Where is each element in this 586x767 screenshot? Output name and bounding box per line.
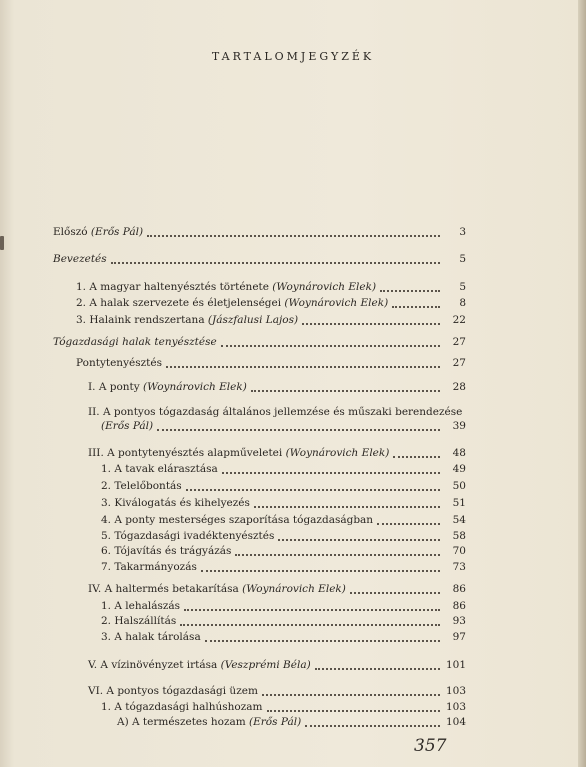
dot-leader xyxy=(111,262,440,264)
toc-entry-page: 51 xyxy=(452,497,466,509)
toc-entry-page: 50 xyxy=(452,480,466,492)
toc-entry xyxy=(53,223,466,239)
dot-leader xyxy=(262,694,440,696)
toc-entry-title: 3. A halak tárolása xyxy=(101,631,201,643)
toc-entry xyxy=(88,444,466,460)
toc-entry xyxy=(76,278,466,294)
toc-entry-title: 2. Telelőbontás xyxy=(101,480,182,492)
dot-leader xyxy=(350,592,440,594)
toc-entry xyxy=(53,250,466,266)
toc-entry-page: 73 xyxy=(452,561,466,573)
toc-entry xyxy=(101,698,466,714)
toc-entry-page: 103 xyxy=(445,701,466,713)
toc-entry-title: 1. A magyar haltenyésztés története xyxy=(76,281,269,293)
toc-entry-page: 86 xyxy=(452,600,466,612)
toc-entry-author: (Veszprémi Béla) xyxy=(217,659,311,671)
page-title: TARTALOMJEGYZÉK xyxy=(211,50,375,63)
toc-entry xyxy=(101,542,466,558)
dot-leader xyxy=(305,725,440,727)
toc-entry-title: 5. Tógazdasági ivadéktenyésztés xyxy=(101,530,275,542)
toc-entry-page: 86 xyxy=(452,583,466,595)
toc-entry-title: VI. A pontyos tógazdasági üzem xyxy=(88,685,258,697)
toc-entry-page: 8 xyxy=(459,297,466,309)
dot-leader xyxy=(180,624,440,626)
dot-leader xyxy=(278,539,440,541)
toc-entry-title: A) A természetes hozam xyxy=(117,716,246,728)
toc-entry xyxy=(101,597,466,613)
toc-entry-page: 28 xyxy=(452,381,466,393)
toc-entry-title: 2. A halak szervezete és életjelenségei xyxy=(76,297,282,309)
toc-entry-author: (Jászfalusi Lajos) xyxy=(204,314,299,326)
toc-entry xyxy=(53,333,466,349)
toc-entry xyxy=(101,527,466,543)
dot-leader xyxy=(166,366,440,368)
toc-entry-title: 3. Kiválogatás és kihelyezés xyxy=(101,497,250,509)
toc-entry xyxy=(88,378,466,394)
toc-entry xyxy=(101,558,466,574)
toc-entry xyxy=(88,580,466,596)
dot-leader xyxy=(221,345,440,347)
dot-leader xyxy=(267,710,440,712)
toc-entry-title: 7. Takarmányozás xyxy=(101,561,197,573)
dot-leader xyxy=(201,570,440,572)
toc-entry-page: 49 xyxy=(452,463,466,475)
toc-entry xyxy=(76,311,466,327)
toc-entry-title: Előszó xyxy=(53,226,88,238)
toc-entry-title: 3. Halaink rendszertana xyxy=(76,314,205,326)
toc-entry xyxy=(101,460,466,476)
toc-entry-page: 39 xyxy=(452,420,466,432)
dot-leader xyxy=(222,472,440,474)
toc-entry xyxy=(76,294,466,310)
toc-entry-title: IV. A haltermés betakarítása xyxy=(88,583,239,595)
toc-entry-page: 101 xyxy=(445,659,466,671)
dot-leader xyxy=(377,523,440,525)
toc-entry-page: 22 xyxy=(452,314,466,326)
toc-entry xyxy=(101,494,466,510)
dot-leader xyxy=(147,235,440,237)
toc-entry-page: 48 xyxy=(452,447,466,459)
dot-leader xyxy=(186,489,440,491)
toc-entry-title: I. A ponty xyxy=(88,381,140,393)
toc-entry-title: II. A pontyos tógazdaság általános jellemzése és műszaki berendezése xyxy=(88,406,463,418)
toc-entry-page: 70 xyxy=(452,545,466,557)
toc-entry xyxy=(101,511,466,527)
toc-entry-author: (Erős Pál) xyxy=(101,420,154,432)
toc-entry-title: Tógazdasági halak tenyésztése xyxy=(53,336,217,348)
toc-entry-title: 1. A tógazdasági halhúshozam xyxy=(101,701,263,713)
dot-leader xyxy=(380,290,440,292)
toc-entry-page: 93 xyxy=(452,615,466,627)
page-edge xyxy=(578,0,586,767)
toc-entry xyxy=(88,682,466,698)
toc-entry-author: (Woynárovich Elek) xyxy=(282,447,390,459)
toc-entry xyxy=(101,417,466,433)
toc-entry-title: 4. A ponty mesterséges szaporítása tógazdaságban xyxy=(101,514,374,526)
toc-entry-title: III. A pontytenyésztés alapműveletei xyxy=(88,447,283,459)
toc-entry-title: Pontytenyésztés xyxy=(76,357,162,369)
toc-entry-title: 1. A lehalászás xyxy=(101,600,181,612)
toc-entry-author: (Woynárovich Elek) xyxy=(238,583,346,595)
toc-entry-page: 97 xyxy=(452,631,466,643)
dot-leader xyxy=(235,554,440,556)
spine-mark xyxy=(0,236,4,250)
dot-leader xyxy=(157,429,440,431)
toc-entry-page: 58 xyxy=(452,530,466,542)
dot-leader xyxy=(392,306,440,308)
dot-leader xyxy=(184,609,440,611)
toc-entry-author: (Woynárovich Elek) xyxy=(281,297,389,309)
toc-entry-title: 2. Halszállítás xyxy=(101,615,177,627)
toc-entry-page: 5 xyxy=(459,281,466,293)
toc-entry-page: 5 xyxy=(459,253,466,265)
toc-entry-page: 3 xyxy=(459,226,466,238)
toc-entry-page: 27 xyxy=(452,336,466,348)
toc-entry-author: (Woynárovich Elek) xyxy=(139,381,247,393)
toc-entry-title: Bevezetés xyxy=(53,253,107,265)
toc-entry-page: 104 xyxy=(445,716,466,728)
dot-leader xyxy=(302,323,440,325)
toc-entry xyxy=(101,612,466,628)
dot-leader xyxy=(205,640,440,642)
toc-entry xyxy=(76,354,466,370)
toc-entry-page: 54 xyxy=(452,514,466,526)
toc-entry-author: (Erős Pál) xyxy=(245,716,302,728)
toc-entry-author: (Woynárovich Elek) xyxy=(268,281,377,293)
toc-entry xyxy=(88,656,466,672)
toc-entry xyxy=(101,628,466,644)
toc-entry-page: 27 xyxy=(452,357,466,369)
dot-leader xyxy=(254,506,440,508)
toc-entry xyxy=(117,713,466,729)
toc-entry xyxy=(101,477,466,493)
toc-entry-author: (Erős Pál) xyxy=(87,226,144,238)
toc-entry-page: 103 xyxy=(445,685,466,697)
page-number: 357 xyxy=(414,736,447,756)
dot-leader xyxy=(251,390,440,392)
dot-leader xyxy=(315,668,440,670)
dot-leader xyxy=(393,456,440,458)
toc-entry-title: V. A vízinövényzet irtása xyxy=(88,659,218,671)
toc-entry-title: 6. Tójavítás és trágyázás xyxy=(101,545,232,557)
toc-entry-title: 1. A tavak elárasztása xyxy=(101,463,218,475)
